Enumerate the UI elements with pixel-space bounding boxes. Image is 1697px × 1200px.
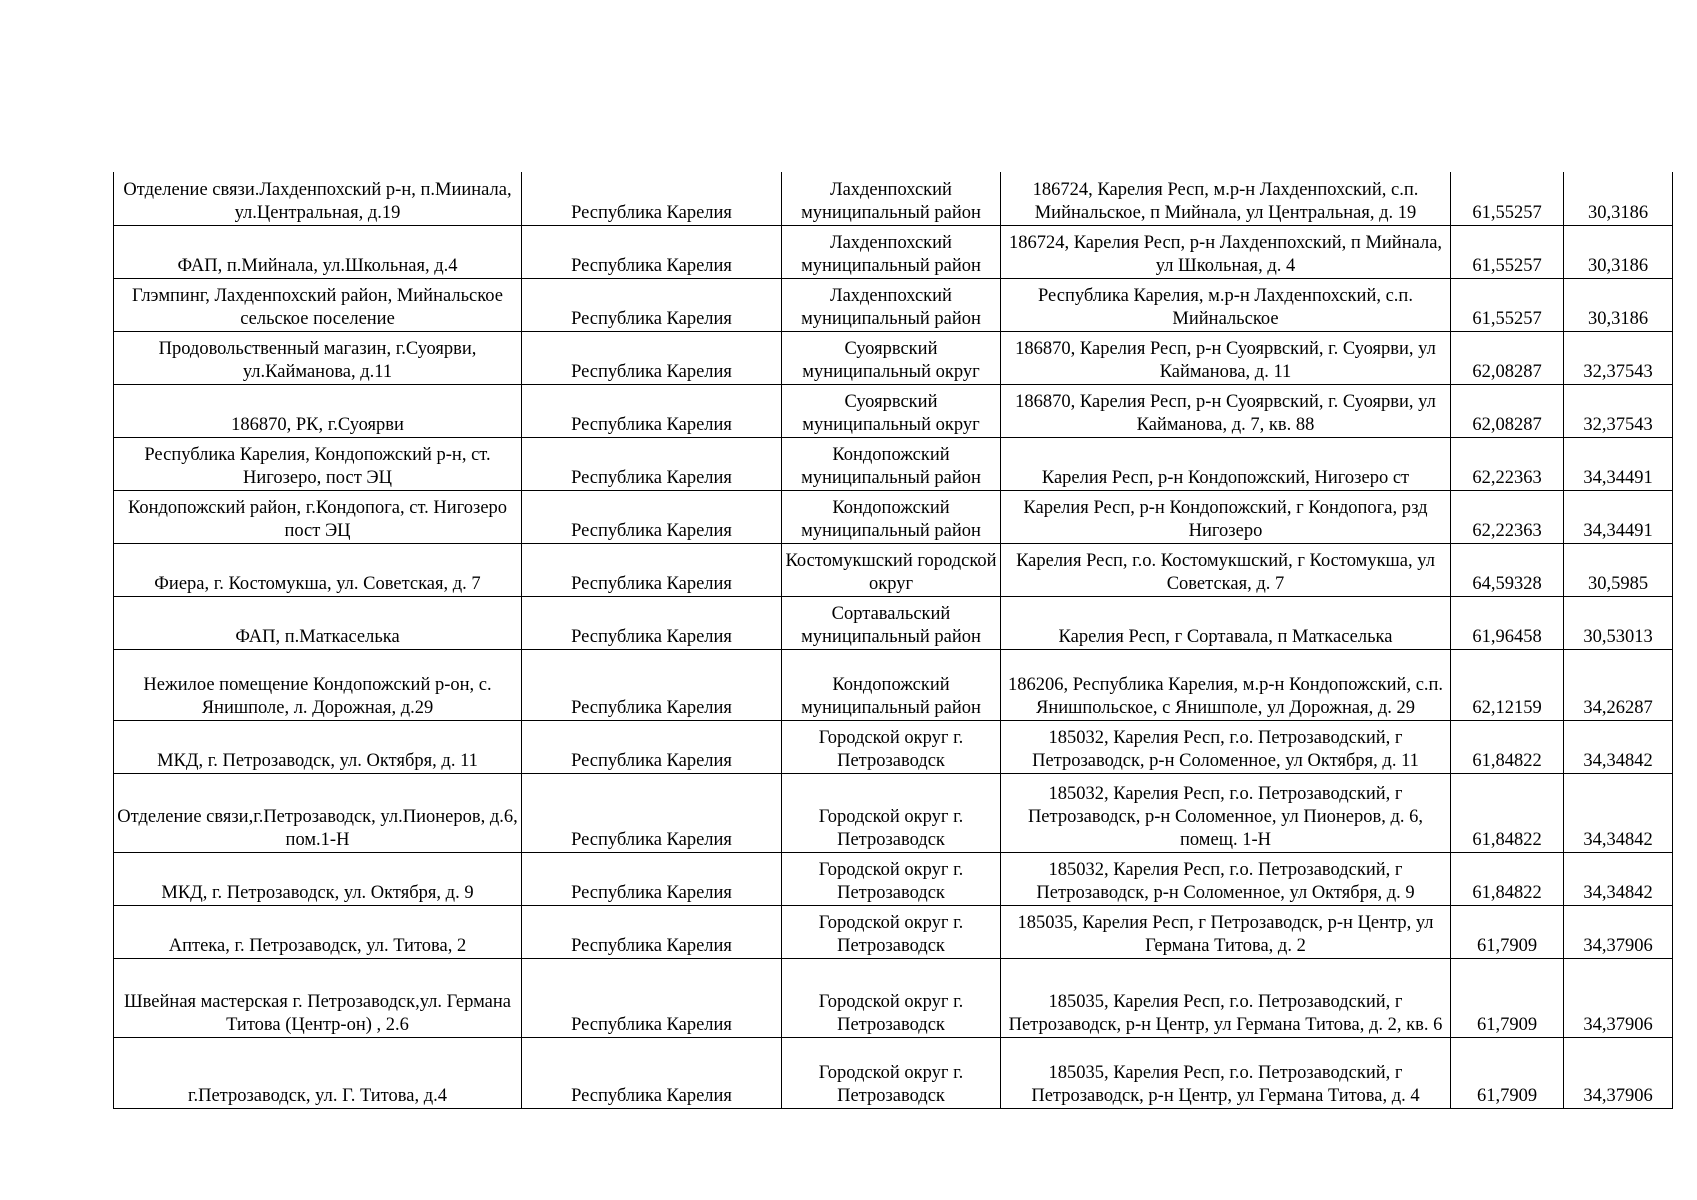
cell-address: Республика Карелия, м.р-н Лахденпохский, с.п. Мийнальское: [1001, 278, 1451, 331]
cell-name: МКД, г. Петрозаводск, ул. Октября, д. 11: [114, 720, 522, 773]
cell-municipality: Городской округ г. Петрозаводск: [782, 905, 1001, 958]
cell-latitude: 61,7909: [1451, 905, 1564, 958]
cell-name: Кондопожский район, г.Кондопога, ст. Нигозеро пост ЭЦ: [114, 490, 522, 543]
cell-address: 186870, Карелия Респ, р-н Суоярвский, г. Суоярви, ул Кайманова, д. 11: [1001, 331, 1451, 384]
cell-latitude: 61,7909: [1451, 958, 1564, 1037]
cell-name: Нежилое помещение Кондопожский р-он, с. Янишполе, л. Дорожная, д.29: [114, 649, 522, 720]
cell-region: Республика Карелия: [522, 543, 782, 596]
cell-name: Продовольственный магазин, г.Суоярви, ул.Кайманова, д.11: [114, 331, 522, 384]
cell-address: 186724, Карелия Респ, м.р-н Лахденпохский, с.п. Мийнальское, п Мийнала, ул Центральная, д. 19: [1001, 172, 1451, 225]
cell-longitude: 34,37906: [1564, 905, 1673, 958]
cell-municipality: Сортавальский муниципальный район: [782, 596, 1001, 649]
cell-municipality: Городской округ г. Петрозаводск: [782, 1037, 1001, 1108]
cell-region: Республика Карелия: [522, 384, 782, 437]
cell-name: МКД, г. Петрозаводск, ул. Октября, д. 9: [114, 852, 522, 905]
table-row: [114, 225, 1673, 278]
cell-longitude: 30,3186: [1564, 225, 1673, 278]
cell-latitude: 64,59328: [1451, 543, 1564, 596]
cell-region: Республика Карелия: [522, 172, 782, 225]
locations-table: [113, 172, 1673, 1109]
table-row: [114, 596, 1673, 649]
cell-region: Республика Карелия: [522, 490, 782, 543]
table-row: [114, 172, 1673, 225]
cell-longitude: 34,37906: [1564, 958, 1673, 1037]
cell-name: Отделение связи.Лахденпохский р-н, п.Миинала, ул.Центральная, д.19: [114, 172, 522, 225]
table-row: [114, 958, 1673, 1037]
table-row: [114, 278, 1673, 331]
cell-name: Республика Карелия, Кондопожский р-н, ст. Нигозеро, пост ЭЦ: [114, 437, 522, 490]
table-row: [114, 490, 1673, 543]
cell-longitude: 34,37906: [1564, 1037, 1673, 1108]
cell-address: 186206, Республика Карелия, м.р-н Кондопожский, с.п. Янишпольское, с Янишполе, ул Дорожная, д. 29: [1001, 649, 1451, 720]
table-row: [114, 543, 1673, 596]
cell-latitude: 62,22363: [1451, 437, 1564, 490]
cell-address: Карелия Респ, р-н Кондопожский, Нигозеро ст: [1001, 437, 1451, 490]
cell-municipality: Кондопожский муниципальный район: [782, 649, 1001, 720]
cell-longitude: 34,34842: [1564, 852, 1673, 905]
cell-municipality: Городской округ г. Петрозаводск: [782, 852, 1001, 905]
cell-address: 185032, Карелия Респ, г.о. Петрозаводский, г Петрозаводск, р-н Соломенное, ул Октября, д. 9: [1001, 852, 1451, 905]
cell-municipality: Лахденпохский муниципальный район: [782, 225, 1001, 278]
cell-municipality: Суоярвский муниципальный округ: [782, 331, 1001, 384]
cell-municipality: Лахденпохский муниципальный район: [782, 172, 1001, 225]
cell-latitude: 61,96458: [1451, 596, 1564, 649]
cell-name: ФАП, п.Мийнала, ул.Школьная, д.4: [114, 225, 522, 278]
cell-name: Фиера, г. Костомукша, ул. Советская, д. 7: [114, 543, 522, 596]
cell-latitude: 62,08287: [1451, 384, 1564, 437]
table-row: [114, 1037, 1673, 1108]
table-body: [114, 172, 1673, 1108]
cell-name: Глэмпинг, Лахденпохский район, Мийнальское сельское поселение: [114, 278, 522, 331]
cell-municipality: Суоярвский муниципальный округ: [782, 384, 1001, 437]
cell-latitude: 61,84822: [1451, 852, 1564, 905]
cell-address: 186724, Карелия Респ, р-н Лахденпохский, п Мийнала, ул Школьная, д. 4: [1001, 225, 1451, 278]
cell-region: Республика Карелия: [522, 852, 782, 905]
table-row: [114, 331, 1673, 384]
table-row: [114, 852, 1673, 905]
cell-region: Республика Карелия: [522, 278, 782, 331]
cell-latitude: 62,12159: [1451, 649, 1564, 720]
cell-longitude: 34,34491: [1564, 490, 1673, 543]
table-row: [114, 649, 1673, 720]
cell-region: Республика Карелия: [522, 437, 782, 490]
cell-latitude: 61,7909: [1451, 1037, 1564, 1108]
table-row: [114, 773, 1673, 852]
cell-longitude: 34,34842: [1564, 773, 1673, 852]
cell-name: Отделение связи,г.Петрозаводск, ул.Пионеров, д.6, пом.1-Н: [114, 773, 522, 852]
cell-address: 185035, Карелия Респ, г.о. Петрозаводский, г Петрозаводск, р-н Центр, ул Германа Титова, д. 4: [1001, 1037, 1451, 1108]
cell-latitude: 62,08287: [1451, 331, 1564, 384]
cell-longitude: 34,34491: [1564, 437, 1673, 490]
cell-address: 185032, Карелия Респ, г.о. Петрозаводский, г Петрозаводск, р-н Соломенное, ул Пионеров, д. 6, помещ. 1-Н: [1001, 773, 1451, 852]
cell-address: Карелия Респ, р-н Кондопожский, г Кондопога, рзд Нигозеро: [1001, 490, 1451, 543]
cell-region: Республика Карелия: [522, 1037, 782, 1108]
cell-longitude: 34,26287: [1564, 649, 1673, 720]
cell-name: г.Петрозаводск, ул. Г. Титова, д.4: [114, 1037, 522, 1108]
cell-region: Республика Карелия: [522, 649, 782, 720]
cell-municipality: Кондопожский муниципальный район: [782, 490, 1001, 543]
cell-longitude: 34,34842: [1564, 720, 1673, 773]
cell-region: Республика Карелия: [522, 958, 782, 1037]
cell-name: Аптека, г. Петрозаводск, ул. Титова, 2: [114, 905, 522, 958]
cell-latitude: 61,84822: [1451, 720, 1564, 773]
cell-address: 186870, Карелия Респ, р-н Суоярвский, г. Суоярви, ул Кайманова, д. 7, кв. 88: [1001, 384, 1451, 437]
cell-region: Республика Карелия: [522, 331, 782, 384]
cell-address: 185032, Карелия Респ, г.о. Петрозаводский, г Петрозаводск, р-н Соломенное, ул Октября, д. 11: [1001, 720, 1451, 773]
cell-name: ФАП, п.Маткаселька: [114, 596, 522, 649]
cell-region: Республика Карелия: [522, 720, 782, 773]
table-row: [114, 384, 1673, 437]
table-row: [114, 437, 1673, 490]
cell-longitude: 30,3186: [1564, 172, 1673, 225]
cell-name: Швейная мастерская г. Петрозаводск,ул. Германа Титова (Центр-он) , 2.6: [114, 958, 522, 1037]
cell-latitude: 62,22363: [1451, 490, 1564, 543]
cell-address: 185035, Карелия Респ, г Петрозаводск, р-н Центр, ул Германа Титова, д. 2: [1001, 905, 1451, 958]
table-row: [114, 720, 1673, 773]
cell-region: Республика Карелия: [522, 905, 782, 958]
cell-municipality: Городской округ г. Петрозаводск: [782, 958, 1001, 1037]
cell-address: Карелия Респ, г.о. Костомукшский, г Костомукша, ул Советская, д. 7: [1001, 543, 1451, 596]
cell-municipality: Костомукшский городской округ: [782, 543, 1001, 596]
cell-latitude: 61,55257: [1451, 225, 1564, 278]
cell-longitude: 32,37543: [1564, 331, 1673, 384]
cell-municipality: Городской округ г. Петрозаводск: [782, 720, 1001, 773]
cell-municipality: Городской округ г. Петрозаводск: [782, 773, 1001, 852]
cell-name: 186870, РК, г.Суоярви: [114, 384, 522, 437]
cell-latitude: 61,55257: [1451, 278, 1564, 331]
cell-address: Карелия Респ, г Сортавала, п Маткаселька: [1001, 596, 1451, 649]
cell-longitude: 30,5985: [1564, 543, 1673, 596]
cell-latitude: 61,55257: [1451, 172, 1564, 225]
cell-latitude: 61,84822: [1451, 773, 1564, 852]
cell-longitude: 32,37543: [1564, 384, 1673, 437]
cell-region: Республика Карелия: [522, 596, 782, 649]
cell-address: 185035, Карелия Респ, г.о. Петрозаводский, г Петрозаводск, р-н Центр, ул Германа Титова, д. 2, кв. 6: [1001, 958, 1451, 1037]
table-row: [114, 905, 1673, 958]
cell-municipality: Лахденпохский муниципальный район: [782, 278, 1001, 331]
cell-region: Республика Карелия: [522, 225, 782, 278]
cell-region: Республика Карелия: [522, 773, 782, 852]
cell-municipality: Кондопожский муниципальный район: [782, 437, 1001, 490]
cell-longitude: 30,3186: [1564, 278, 1673, 331]
cell-longitude: 30,53013: [1564, 596, 1673, 649]
